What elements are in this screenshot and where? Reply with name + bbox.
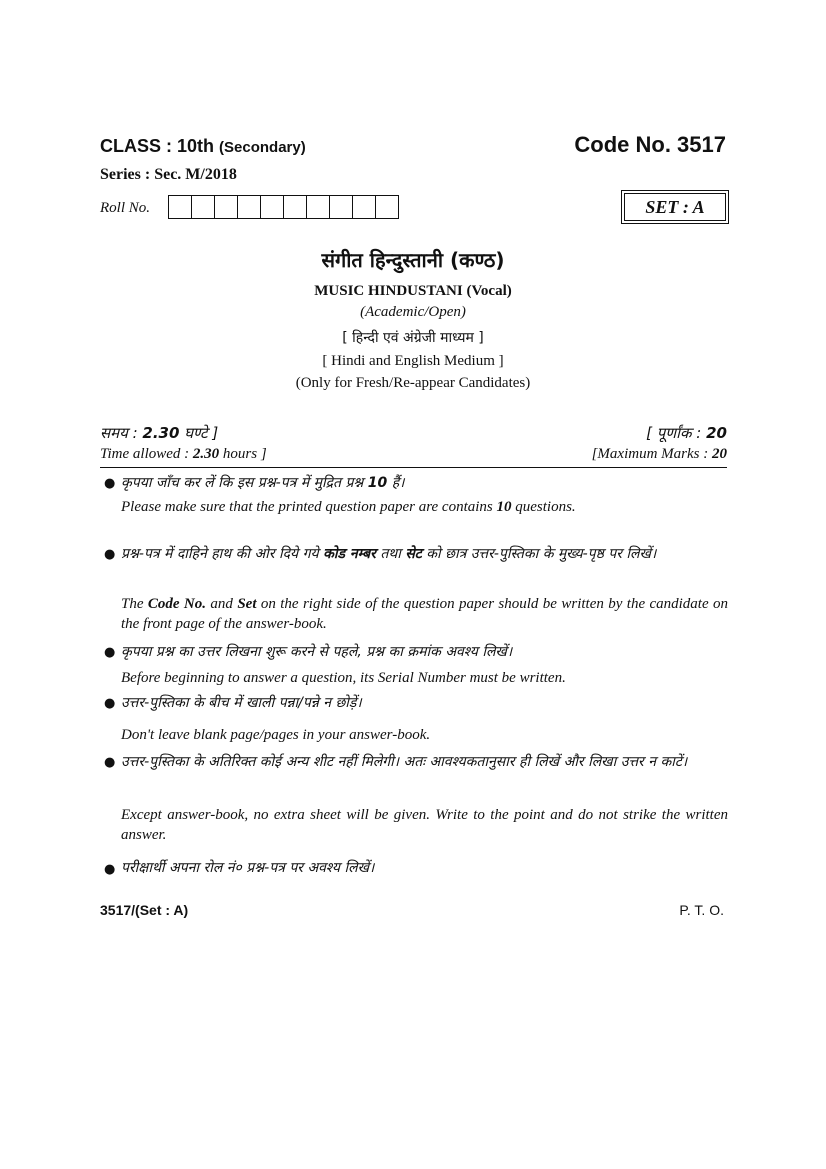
time-hindi: समय : 2.30 घण्टे ] <box>100 424 219 442</box>
footer-code: 3517/(Set : A) <box>100 902 189 918</box>
instruction-4-hindi: उत्तर-पुस्तिका के बीच में खाली पन्ना/पन्ने न छोड़ें। <box>121 695 362 711</box>
bullet-icon: ● <box>104 696 116 711</box>
instruction-4-english: Don't leave blank page/pages in your answer-book. <box>121 727 431 743</box>
footer-pto: P. T. O. <box>679 902 724 918</box>
title-hindi: संगीत हिन्दुस्तानी (कण्ठ) <box>321 248 505 272</box>
marks-english: [Maximum Marks : 20 <box>591 446 727 462</box>
roll-no-box[interactable] <box>169 196 192 218</box>
instruction-2-hindi: प्रश्न-पत्र में दाहिने हाथ की ओर दिये गये कोड नम्बर तथा सेट को छात्र उत्तर-पुस्तिका के मुख्य-पृष्ठ पर लिखें। <box>121 546 657 562</box>
title-english: MUSIC HINDUSTANI (Vocal) <box>314 283 512 299</box>
instruction-2-english: The Code No. and Set on the right side of the question paper should be written by the candidate on the front page of the answer-book. <box>121 596 729 632</box>
instruction-5-hindi: उत्तर-पुस्तिका के अतिरिक्त कोई अन्य शीट नहीं मिलेगी। अतः आवश्यकतानुसार ही लिखें और लिखा उत्तर न काटें। <box>121 754 688 770</box>
instruction-6-hindi: परीक्षार्थी अपना रोल नं० प्रश्न-पत्र पर अवश्य लिखें। <box>121 860 375 876</box>
roll-no-boxes[interactable] <box>168 195 399 219</box>
instruction-1-english: Please make sure that the printed question paper are contains 10 questions. <box>121 499 576 515</box>
roll-no-label: Roll No. <box>100 200 151 216</box>
medium-hindi: [ हिन्दी एवं अंग्रेजी माध्यम ] <box>342 330 484 346</box>
roll-no-box[interactable] <box>215 196 238 218</box>
candidates-note: (Only for Fresh/Re-appear Candidates) <box>295 375 531 391</box>
instruction-3-english: Before beginning to answer a question, its Serial Number must be written. <box>121 670 566 686</box>
roll-no-box[interactable] <box>261 196 284 218</box>
medium-english: [ Hindi and English Medium ] <box>322 353 504 369</box>
code-number: Code No. 3517 <box>574 132 726 157</box>
time-row-hindi <box>100 423 727 443</box>
class-label <box>100 136 306 157</box>
set-badge: SET : A <box>624 193 726 221</box>
roll-no-box[interactable] <box>238 196 261 218</box>
roll-no-box[interactable] <box>307 196 330 218</box>
divider <box>100 467 727 468</box>
instruction-5-english: Except answer-book, no extra sheet will be given. Write to the point and do not strike the written answer. <box>121 807 728 843</box>
bullet-icon: ● <box>104 862 116 877</box>
roll-no-box[interactable] <box>284 196 307 218</box>
bullet-icon: ● <box>104 476 116 491</box>
marks-hindi: [ पूर्णांक : 20 <box>646 424 727 442</box>
roll-no-box[interactable] <box>376 196 398 218</box>
class-sub-text: (Secondary) <box>219 139 306 156</box>
roll-no-box[interactable] <box>192 196 215 218</box>
roll-no-box[interactable] <box>353 196 376 218</box>
bullet-icon: ● <box>104 547 116 562</box>
instruction-1-hindi: कृपया जाँच कर लें कि इस प्रश्न-पत्र में मुद्रित प्रश्न 10 हैं। <box>121 475 405 491</box>
roll-no-box[interactable] <box>330 196 353 218</box>
time-english: Time allowed : 2.30 hours ] <box>100 446 267 462</box>
bullet-icon: ● <box>104 755 116 770</box>
bullet-icon: ● <box>104 645 116 660</box>
class-text: CLASS : 10th <box>100 136 215 156</box>
academic-label: (Academic/Open) <box>360 304 466 320</box>
instruction-3-hindi: कृपया प्रश्न का उत्तर लिखना शुरू करने से पहले, प्रश्न का क्रमांक अवश्य लिखें। <box>121 644 513 660</box>
time-row-english <box>100 446 727 463</box>
series-label: Series : Sec. M/2018 <box>100 166 237 183</box>
